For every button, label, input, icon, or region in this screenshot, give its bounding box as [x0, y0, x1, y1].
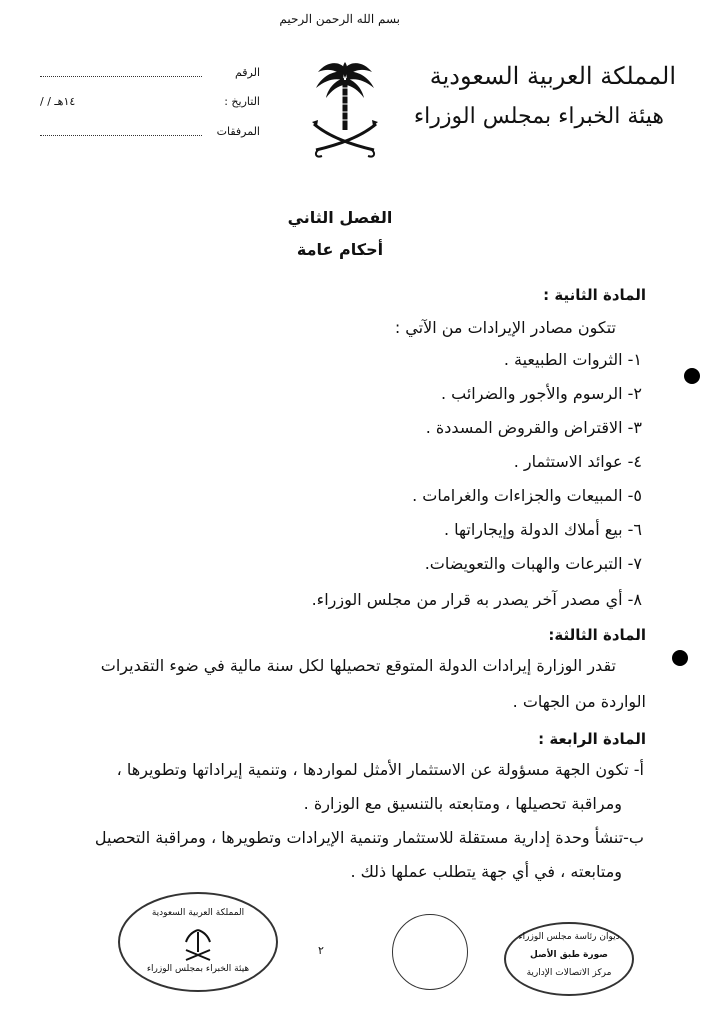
attachments-label: المرفقات	[216, 125, 260, 138]
kingdom-name: المملكة العربية السعودية	[429, 62, 676, 90]
stamp-right-top-text: ديوان رئاسة مجلس الوزراء	[518, 932, 620, 942]
article-2-item-8: ٨- أي مصدر آخر يصدر به قرار من مجلس الوزراء.	[311, 590, 642, 609]
document-meta-fields	[40, 66, 260, 146]
article-4-b-line-1: ب-تنشأ وحدة إدارية مستقلة للاستثمار وتنمية الإيرادات وتطويرها ، ومراقبة التحصيل	[94, 828, 644, 847]
article-3-line-2: الواردة من الجهات .	[512, 692, 646, 711]
article-4-heading: المادة الرابعة :	[538, 730, 646, 748]
official-stamp-left	[118, 892, 278, 992]
date-field	[40, 95, 260, 113]
stamp-left-bottom-text: هيئة الخبراء بمجلس الوزراء	[146, 964, 250, 974]
basmala: بسم الله الرحمن الرحيم	[279, 12, 400, 26]
article-2-item-1: ١- الثروات الطبيعية .	[503, 350, 642, 369]
date-value: / / ١٤هـ	[40, 95, 76, 108]
article-2-item-5: ٥- المبيعات والجزاءات والغرامات .	[412, 486, 642, 505]
article-2-item-7: ٧- التبرعات والهبات والتعويضات.	[424, 554, 642, 573]
stamp-emblem-icon	[182, 928, 214, 962]
stamp-right-bottom-text: مركز الاتصالات الإدارية	[526, 968, 612, 978]
attachments-dotted-line	[40, 135, 202, 136]
article-2-item-3: ٣- الاقتراض والقروض المسددة .	[425, 418, 642, 437]
article-4-a-line-1: أ- تكون الجهة مسؤولة عن الاستثمار الأمثل لمواردها ، وتنمية إيراداتها وتطويرها ،	[116, 760, 644, 779]
saudi-emblem-icon	[308, 58, 382, 164]
punch-hole-top	[684, 368, 700, 384]
article-2-item-4: ٤- عوائد الاستثمار .	[513, 452, 642, 471]
article-2-item-6: ٦- بيع أملاك الدولة وإيجاراتها .	[443, 520, 642, 539]
punch-hole-middle	[672, 650, 688, 666]
date-label: التاريخ :	[224, 95, 260, 108]
article-3-line-1: تقدر الوزارة إيرادات الدولة المتوقع تحصيلها لكل سنة مالية في ضوء التقديرات	[100, 656, 616, 675]
page-number: ٢	[318, 944, 324, 957]
attachments-field	[40, 125, 260, 143]
chapter-subtitle: أحكام عامة	[296, 240, 384, 259]
number-dotted-line	[40, 76, 202, 77]
article-3-heading: المادة الثالثة:	[548, 626, 646, 644]
faint-stamp-circle	[392, 914, 468, 990]
number-label: الرقم	[234, 66, 260, 79]
chapter-title: الفصل الثاني	[287, 208, 393, 227]
article-2-intro: تتكون مصادر الإيرادات من الآتي :	[394, 318, 616, 337]
stamp-left-top-text: المملكة العربية السعودية	[151, 908, 245, 918]
council-name: هيئة الخبراء بمجلس الوزراء	[413, 104, 664, 129]
number-field	[40, 66, 260, 84]
article-4-b-line-2: ومتابعته ، في أي جهة يتطلب عملها ذلك .	[350, 862, 622, 881]
official-stamp-right	[504, 922, 634, 996]
stamp-right-middle-text: صورة طبق الأصل	[530, 950, 608, 960]
article-2-heading: المادة الثانية :	[543, 286, 646, 304]
article-4-a-line-2: ومراقبة تحصيلها ، ومتابعته بالتنسيق مع الوزارة .	[303, 794, 622, 813]
article-2-item-2: ٢- الرسوم والأجور والضرائب .	[440, 384, 642, 403]
